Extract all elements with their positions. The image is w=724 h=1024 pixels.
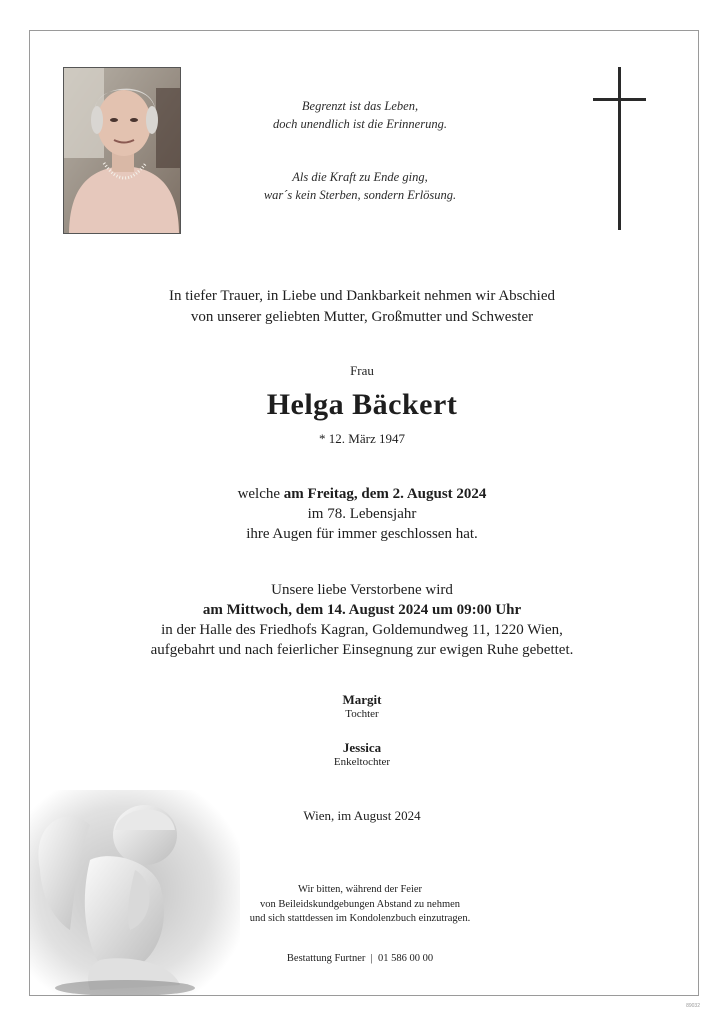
funeral-date: am Mittwoch, dem 14. August 2024 um 09:00 Uhr [202,602,522,618]
portrait-photo [63,67,181,234]
quote-second-line1: Als die Kraft zu Ende ging, [292,170,428,184]
funeral-location: in der Halle des Friedhofs Kagran, Goldemundweg 11, 1220 Wien, [161,622,563,638]
quote-first [210,97,510,133]
death-date: am Freitag, dem 2. August 2024 [283,486,487,502]
footer-separator: | [370,953,373,964]
undertaker-phone: 01 586 00 00 [377,953,434,964]
birth-date: * 12. März 1947 [319,431,405,446]
death-prefix: welche [237,486,281,502]
undertaker-footer [210,953,510,964]
funeral-line1: Unsere liebe Verstorbene wird [271,582,453,598]
mourner-relation: Enkeltochter [333,756,391,768]
funeral-closing: aufgebahrt und nach feierlicher Einsegnung zur ewigen Ruhe gebettet. [150,642,574,658]
request-line2: von Beileidskundgebungen Abstand zu nehmen [259,898,461,910]
intro-text [0,286,724,328]
death-closing: ihre Augen für immer geschlossen hat. [246,526,478,542]
salutation: Frau [350,363,374,378]
quote-second [210,168,510,204]
place-date: Wien, im August 2024 [303,808,421,823]
angel-statue-image [30,790,240,995]
funeral-notice [0,580,724,660]
mourner-name: Jessica [342,740,382,755]
intro-line1: In tiefer Trauer, in Liebe und Dankbarkeit nehmen wir Abschied [169,288,555,304]
quote-first-line2: doch unendlich ist die Erinnerung. [273,117,447,131]
mourner [0,740,724,768]
quote-second-line2: war´s kein Sterben, sondern Erlösung. [263,188,457,202]
request-line3: und sich stattdessen im Kondolenzbuch einzutragen. [249,913,471,924]
mourner-relation: Tochter [345,708,379,720]
death-notice [0,484,724,544]
death-age: im 78. Lebensjahr [307,506,417,522]
mourner [0,692,724,720]
print-code: 89032 [686,1003,700,1009]
undertaker-name: Bestattung Furtner [286,953,366,964]
deceased-name: Helga Bäckert [266,388,458,421]
condolence-request [210,883,510,927]
quote-first-line1: Begrenzt ist das Leben, [301,99,419,113]
mourner-name: Margit [342,692,382,707]
request-line1: Wir bitten, während der Feier [297,884,423,895]
intro-line2: von unserer geliebten Mutter, Großmutter und Schwester [190,309,534,325]
